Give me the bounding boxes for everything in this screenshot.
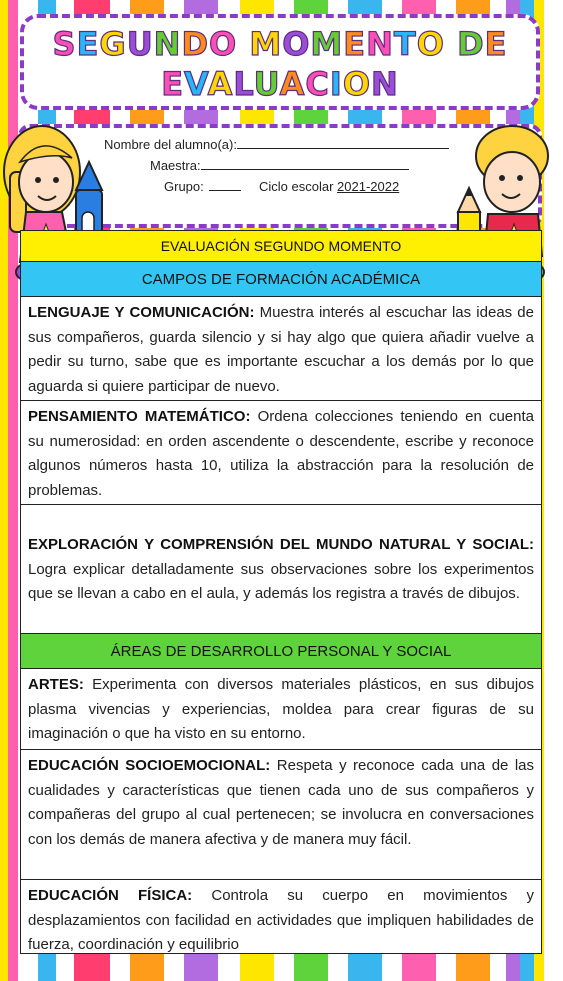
title-letter [445, 25, 457, 63]
title-letter: V [184, 65, 208, 103]
title-line-1 [24, 24, 536, 64]
title-letter: A [279, 65, 306, 103]
area-description: Respeta y reconoce cada una de las cualidades y características que tienen cada uno de sus compañeros y compañeras del grupo al cual pertenecen; se involucra en conversaciones con los demás de manera afectiva y de manera muy fácil. [28, 757, 535, 848]
field-name: LENGUAJE Y COMUNICACIÓN: [28, 304, 255, 321]
title-line-2 [24, 64, 536, 104]
title-letter: C [305, 65, 330, 103]
title-letter: D [181, 25, 210, 63]
field-name: EXPLORACIÓN Y COMPRENSIÓN DEL MUNDO NATURAL Y SOCIAL: [28, 536, 534, 553]
field-description: Muestra interés al escuchar las ideas de sus compañeros, guarda silencio y si hay algo que quiera añadir vuelve a pedir su turno, sabe que es importante escuchar a los demás por lo que aguarda si quiere participar de nuevo. [28, 304, 534, 395]
title-letter: I [329, 65, 343, 103]
title-letter: E [343, 25, 367, 63]
title-letter: O [209, 25, 238, 63]
title-letter [237, 25, 249, 63]
field-description: Ordena colecciones teniendo en cuenta su numerosidad: en orden ascendente o descendente, escribe y reconoce algunos números hasta 10, utiliza la abstracción para la resolución de problemas. [28, 408, 534, 499]
title-letter: O [416, 25, 445, 63]
field-pensamiento [20, 400, 542, 504]
field-description: Logra explicar detalladamente sus observaciones sobre los experimentos que se llevan a cabo en el aula, y además los registra a través de dibujos. [28, 560, 534, 602]
area-socioemocional [20, 749, 542, 879]
field-lenguaje [20, 296, 542, 400]
title-letter: U [126, 25, 154, 63]
title-letter: U [253, 65, 280, 103]
student-name-row [104, 136, 449, 152]
teacher-row [150, 157, 409, 173]
school-year-label: Ciclo escolar [259, 179, 334, 194]
personal-areas-header: ÁREAS DE DESARROLLO PERSONAL Y SOCIAL [20, 633, 542, 668]
title-letter: N [371, 65, 399, 103]
title-letter: L [233, 65, 254, 103]
student-name-field[interactable] [237, 136, 449, 149]
title-letter: A [207, 65, 234, 103]
academic-fields-header: CAMPOS DE FORMACIÓN ACADÉMICA [20, 261, 542, 296]
title-letter: E [161, 65, 185, 103]
title-letter: N [366, 25, 394, 63]
title-banner [20, 14, 540, 110]
field-exploracion [20, 504, 542, 633]
title-letter: M [310, 25, 344, 63]
student-name-label: Nombre del alumno(a): [104, 137, 237, 152]
group-row [164, 178, 399, 194]
group-label: Grupo: [164, 179, 204, 194]
area-description: Experimenta con diversos materiales plásticos, en sus dibujos plasma vivencias y experiencias, moldea para crear figuras de su imaginación o que ha visto en su entorno. [28, 676, 534, 742]
area-fisica [20, 879, 542, 954]
area-name: ARTES: [28, 676, 84, 693]
teacher-label: Maestra: [150, 158, 201, 173]
school-year-value: 2021-2022 [337, 179, 400, 194]
title-letter: D [457, 25, 485, 63]
area-name: EDUCACIÓN FÍSICA: [28, 887, 193, 904]
title-letter: O [282, 25, 311, 63]
evaluation-table [20, 230, 542, 954]
title-letter: M [249, 25, 283, 63]
title-letter: S [52, 25, 77, 63]
teacher-field[interactable] [201, 157, 409, 170]
title-letter: O [342, 65, 372, 103]
title-letter: E [484, 25, 508, 63]
title-letter: T [393, 25, 417, 63]
title-letter: E [76, 25, 100, 63]
area-description: Controla su cuerpo en movimientos y desplazamientos con facilidad en actividades que impliquen habilidades de fuerza, coordinación y equilibrio [28, 887, 534, 953]
area-artes [20, 668, 542, 749]
area-name: EDUCACIÓN SOCIOEMOCIONAL: [28, 757, 271, 774]
group-field[interactable] [209, 178, 241, 191]
field-name: PENSAMIENTO MATEMÁTICO: [28, 408, 251, 425]
title-letter: N [153, 25, 182, 63]
title-letter: G [99, 25, 127, 63]
evaluation-header: EVALUACIÓN SEGUNDO MOMENTO [20, 230, 542, 261]
